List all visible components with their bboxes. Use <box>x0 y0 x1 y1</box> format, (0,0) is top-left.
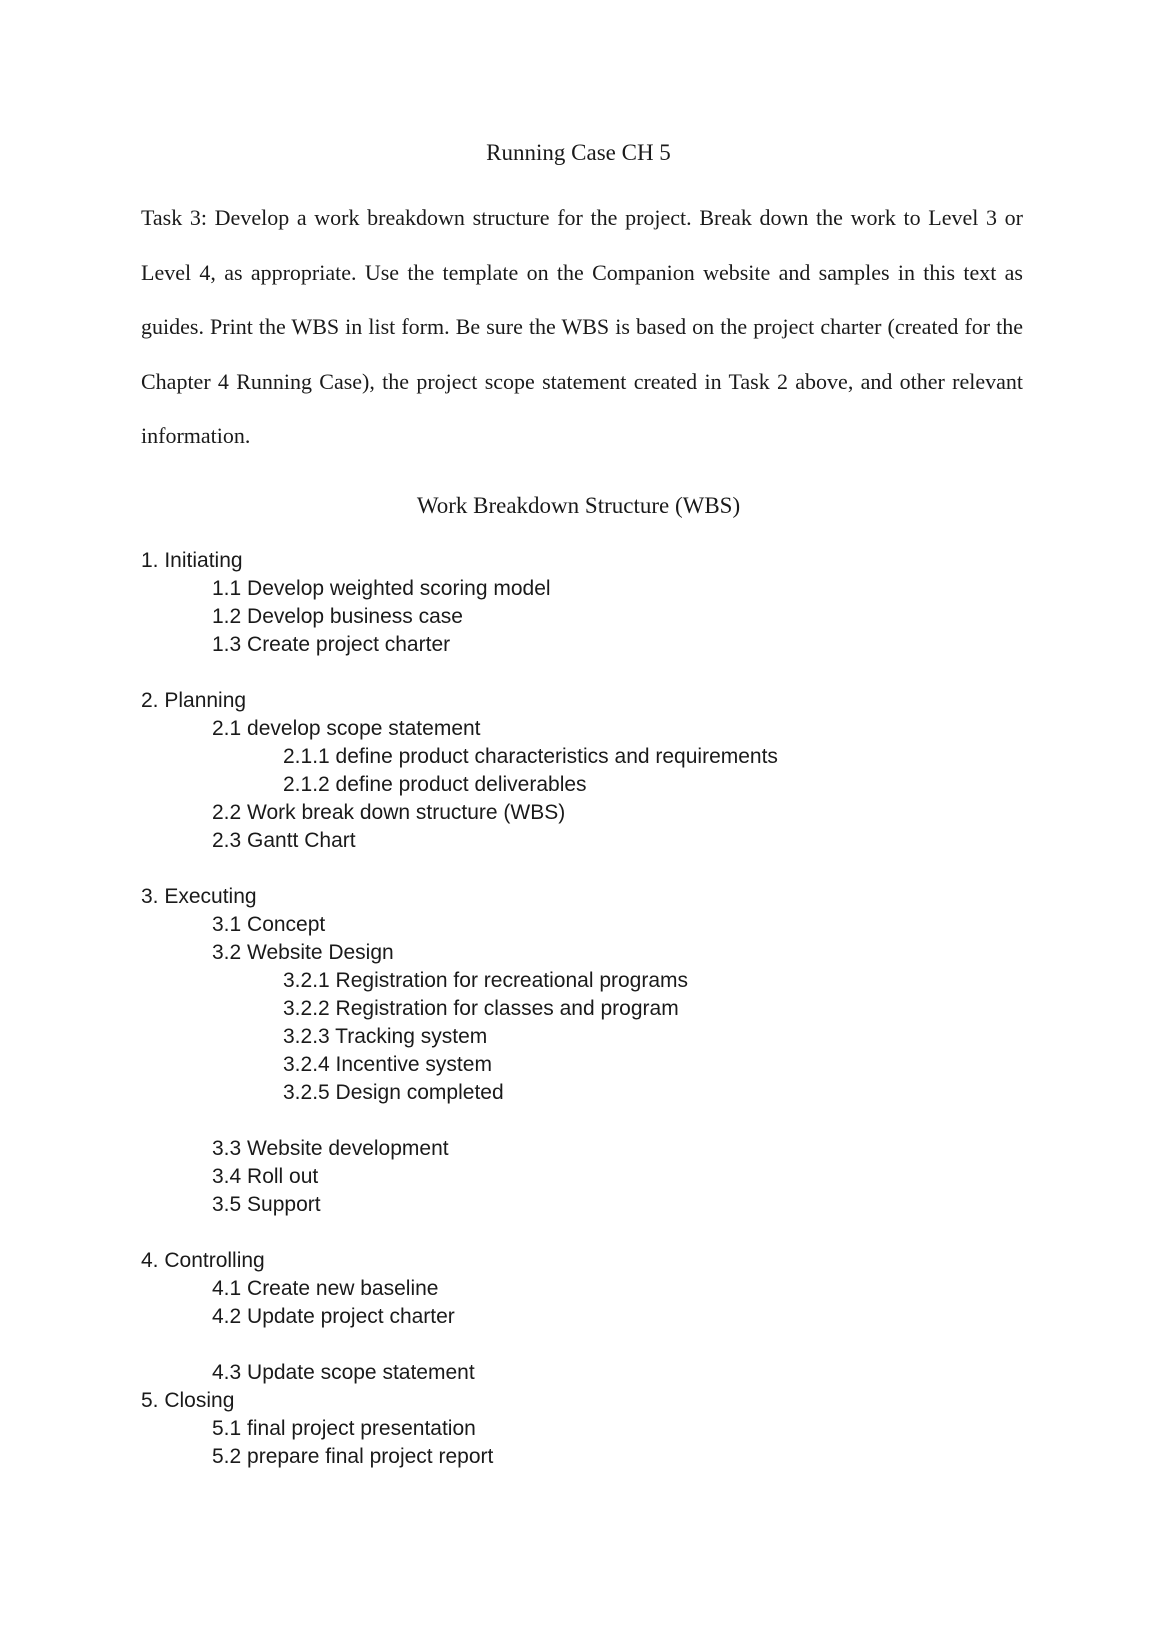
document-title: Running Case CH 5 <box>486 140 671 165</box>
wbs-phase: 4. Controlling <box>141 1249 265 1272</box>
wbs-task: 4.1 Create new baseline <box>212 1277 439 1300</box>
wbs-task: 3.4 Roll out <box>212 1165 319 1188</box>
wbs-subtask: 3.2.2 Registration for classes and program <box>283 997 679 1020</box>
wbs-task: 1.3 Create project charter <box>212 633 451 656</box>
wbs-subtask: 3.2.5 Design completed <box>283 1081 504 1104</box>
wbs-phase: 2. Planning <box>141 689 247 712</box>
wbs-subtask: 3.2.3 Tracking system <box>283 1025 488 1048</box>
wbs-task: 4.2 Update project charter <box>212 1305 455 1328</box>
wbs-subtask: 2.1.2 define product deliverables <box>283 773 587 796</box>
wbs-subtask: 2.1.1 define product characteristics and requirements <box>283 745 778 768</box>
wbs-subtask: 3.2.4 Incentive system <box>283 1053 492 1076</box>
task-paragraph: Task 3: Develop a work breakdown structure for the project. Break down the work to Level 3 or Level 4, as appropriate. Use the template on the Companion website and samples in this text as guides. Print the WBS in list form. Be sure the WBS is based on the project charter (created for the Chapter 4 Running Case), the project scope statement created in Task 2 above, and other relevant information. <box>141 205 1023 448</box>
wbs-task: 2.1 develop scope statement <box>212 717 481 740</box>
wbs-phase: 1. Initiating <box>141 549 243 572</box>
wbs-task: 3.1 Concept <box>212 913 326 936</box>
wbs-task: 3.5 Support <box>212 1193 321 1216</box>
wbs-task: 3.3 Website development <box>212 1137 449 1160</box>
wbs-heading: Work Breakdown Structure (WBS) <box>416 493 741 518</box>
wbs-task: 1.2 Develop business case <box>212 605 463 628</box>
wbs-phase: 3. Executing <box>141 885 257 908</box>
wbs-task: 5.1 final project presentation <box>212 1417 476 1440</box>
wbs-task: 2.2 Work break down structure (WBS) <box>212 801 566 824</box>
wbs-subtask: 3.2.1 Registration for recreational programs <box>283 969 689 992</box>
wbs-phase: 5. Closing <box>141 1389 235 1412</box>
wbs-task: 1.1 Develop weighted scoring model <box>212 577 551 600</box>
wbs-task: 5.2 prepare final project report <box>212 1445 494 1468</box>
wbs-task: 2.3 Gantt Chart <box>212 829 356 852</box>
wbs-task: 3.2 Website Design <box>212 941 394 964</box>
wbs-task: 4.3 Update scope statement <box>212 1361 475 1384</box>
